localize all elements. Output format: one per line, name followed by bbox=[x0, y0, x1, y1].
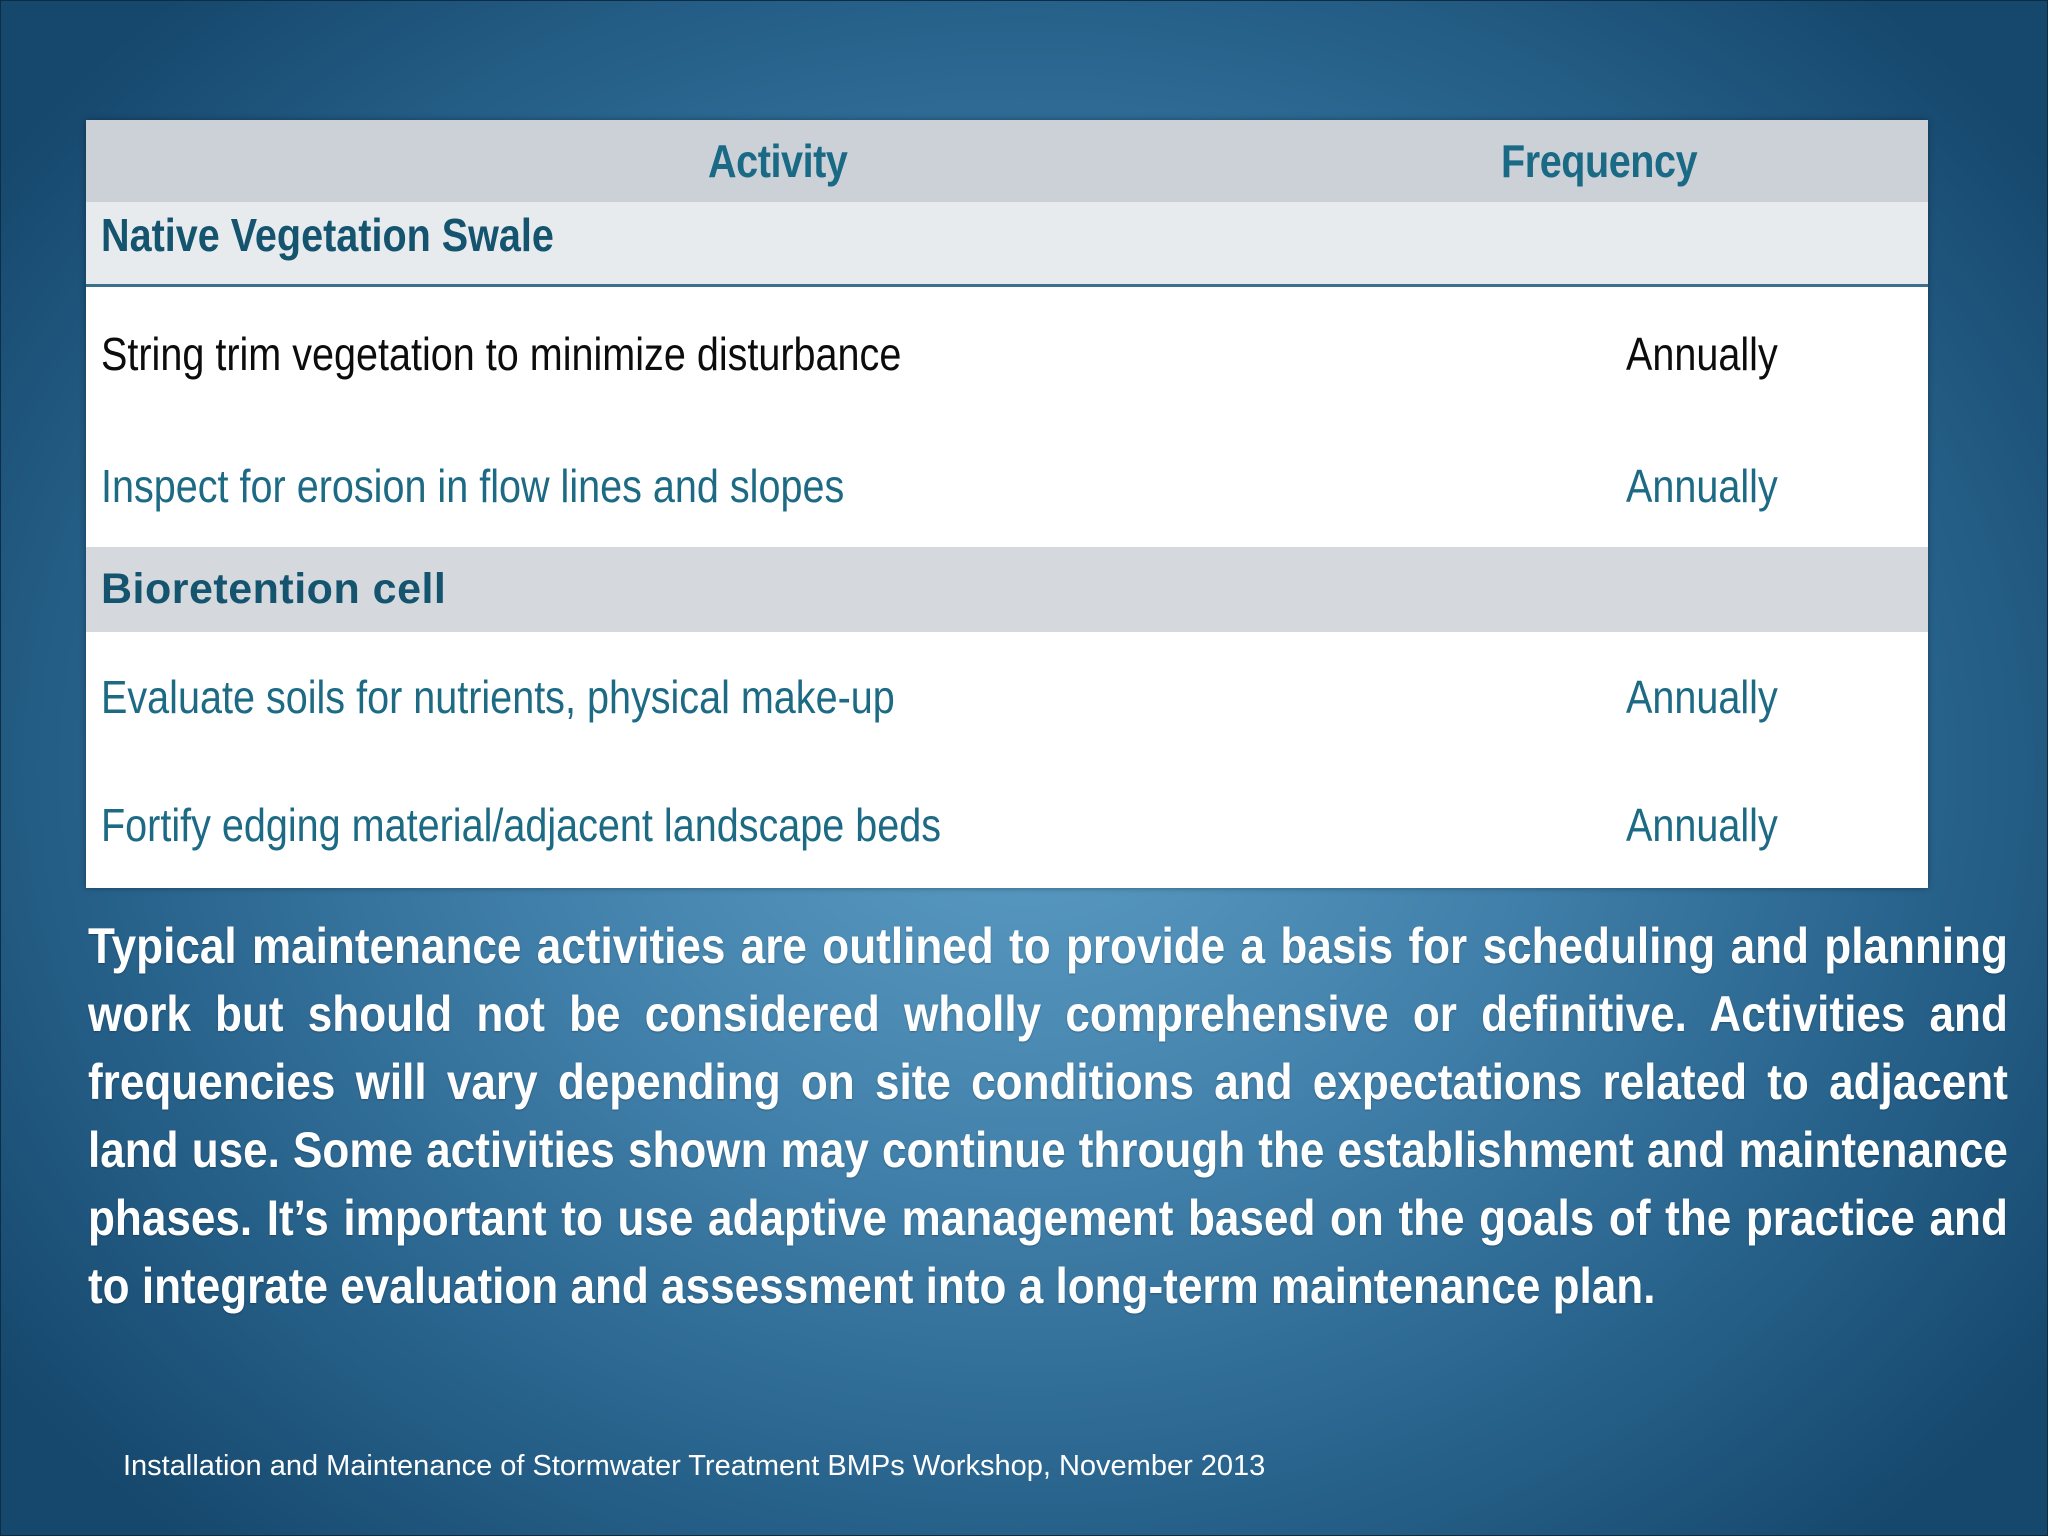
section-title: Native Vegetation Swale bbox=[101, 209, 554, 261]
activity-cell: Inspect for erosion in flow lines and slopes bbox=[101, 460, 845, 512]
table-row bbox=[86, 632, 1928, 760]
section-header-bioretention-cell bbox=[86, 547, 1928, 632]
section-header-native-vegetation-swale bbox=[86, 202, 1928, 287]
table-row bbox=[86, 287, 1928, 419]
column-header-activity: Activity bbox=[708, 135, 848, 187]
activity-cell: Evaluate soils for nutrients, physical make-up bbox=[101, 671, 895, 723]
column-header-frequency: Frequency bbox=[1501, 135, 1698, 187]
description-paragraph: Typical maintenance activities are outlined to provide a basis for scheduling and planning work but should not be considered wholly comprehensive or definitive. Activities and frequencies will vary depending on site conditions and expectations related to adjacent land use. Some activities shown may continue through the establishment and maintenance phases. It’s important to use adaptive management based on the goals of the practice and to integrate evaluation and assessment into a long-term maintenance plan. bbox=[88, 918, 2008, 1314]
frequency-cell: Annually bbox=[1626, 799, 1778, 851]
table-row bbox=[86, 419, 1928, 547]
maintenance-table bbox=[86, 120, 1928, 888]
activity-cell: String trim vegetation to minimize disturbance bbox=[101, 328, 902, 380]
table-row bbox=[86, 760, 1928, 888]
section-title: Bioretention cell bbox=[101, 565, 447, 613]
footer-caption: Installation and Maintenance of Stormwater Treatment BMPs Workshop, November 2013 bbox=[123, 1450, 1266, 1482]
frequency-cell: Annually bbox=[1626, 671, 1778, 723]
table-header bbox=[86, 120, 1928, 202]
frequency-cell: Annually bbox=[1626, 460, 1778, 512]
frequency-cell: Annually bbox=[1626, 328, 1778, 380]
activity-cell: Fortify edging material/adjacent landscape beds bbox=[101, 799, 942, 851]
